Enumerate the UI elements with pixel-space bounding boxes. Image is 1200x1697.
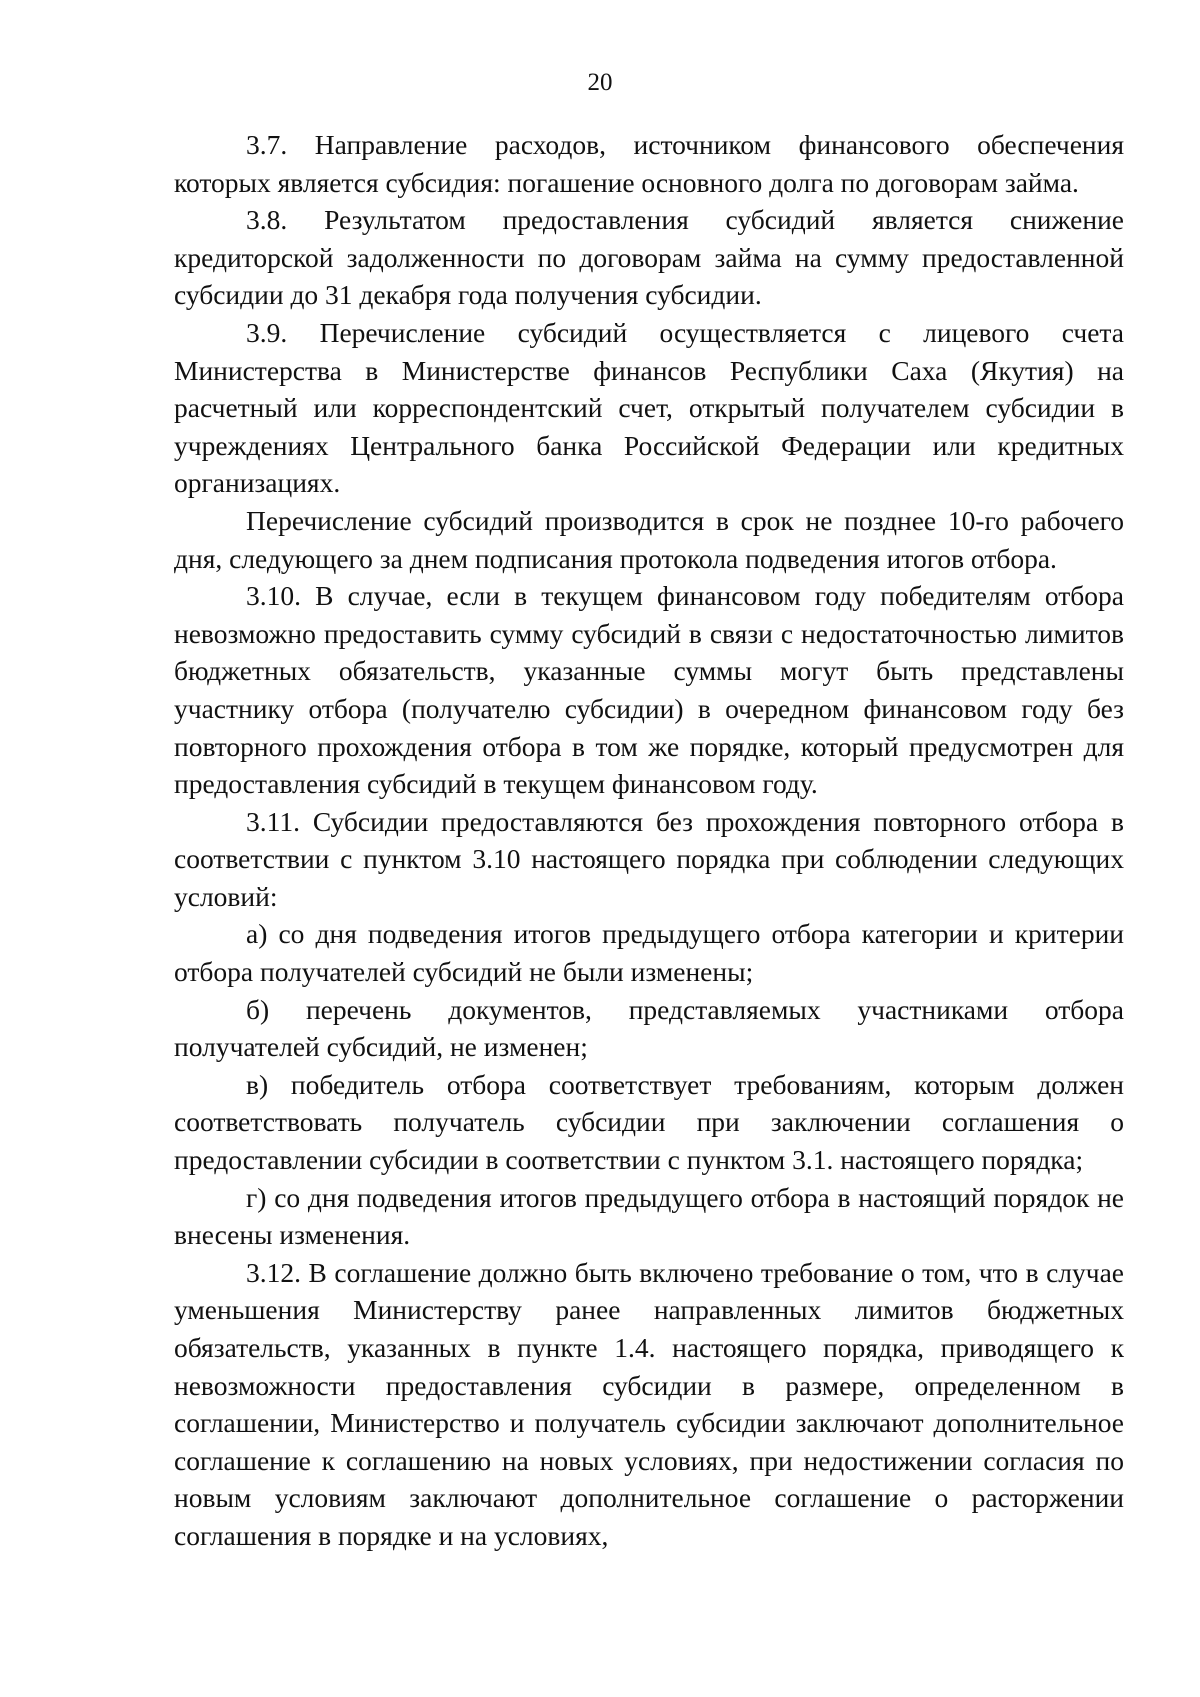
paragraph-3-10: 3.10. В случае, если в текущем финансовом году победителям отбора невозможно предоставить сумму субсидий в связи с недостаточностью лимитов бюджетных обязательств, указанные суммы могут быть представлены участнику отбора (получателю субсидии) в очередном финансовом году без повторного прохождения отбора в том же порядке, который предусмотрен для предоставления субсидий в текущем финансовом году. [174, 580, 1124, 800]
condition-item-v: в) победитель отбора соответствует требованиям, которым должен соответствовать получатель субсидии при заключении соглашения о предоставлении субсидии в соответствии с пунктом 3.1. настоящего порядка; [174, 1068, 1124, 1176]
paragraph-3-11: 3.11. Субсидии предоставляются без прохождения повторного отбора в соответствии с пунктом 3.10 настоящего порядка при соблюдении следующих условий: [174, 805, 1124, 912]
paragraph-3-8: 3.8. Результатом предоставления субсидий является снижение кредиторской задолженности по договорам займа на сумму предоставленной субсидии до 31 декабря года получения субсидии. [174, 204, 1124, 311]
document-body [174, 126, 1124, 1555]
condition-item-g: г) со дня подведения итогов предыдущего отбора в настоящий порядок не внесены изменения. [174, 1181, 1124, 1251]
condition-item-b: б) перечень документов, представляемых участниками отбора получателей субсидий, не изменен; [174, 993, 1124, 1063]
page-number: 20 [587, 69, 613, 96]
paragraph-3-7: 3.7. Направление расходов, источником финансового обеспечения которых является субсидия: погашение основного долга по договорам займа. [174, 129, 1124, 198]
paragraph-3-12: 3.12. В соглашение должно быть включено требование о том, что в случае уменьшения Министерству ранее направленных лимитов бюджетных обязательств, указанных в пункте 1.4. настоящего порядка, приводящего к невозможности предоставления субсидии в размере, определенном в соглашении, Министерство и получатель субсидии заключают дополнительное соглашение к соглашению на новых условиях, при недостижении согласия по новым условиям заключают дополнительное соглашение о расторжении соглашения в порядке и на условиях, [174, 1256, 1124, 1551]
condition-item-a: а) со дня подведения итогов предыдущего отбора категории и критерии отбора получателей субсидий не были изменены; [174, 918, 1124, 988]
paragraph-3-9: 3.9. Перечисление субсидий осуществляется с лицевого счета Министерства в Министерстве финансов Республики Саха (Якутия) на расчетный или корреспондентский счет, открытый получателем субсидии в учреждениях Центрального банка Российской Федерации или кредитных организациях. [174, 316, 1124, 499]
paragraph-transfer-term: Перечисление субсидий производится в срок не позднее 10-го рабочего дня, следующего за днем подписания протокола подведения итогов отбора. [174, 504, 1124, 574]
